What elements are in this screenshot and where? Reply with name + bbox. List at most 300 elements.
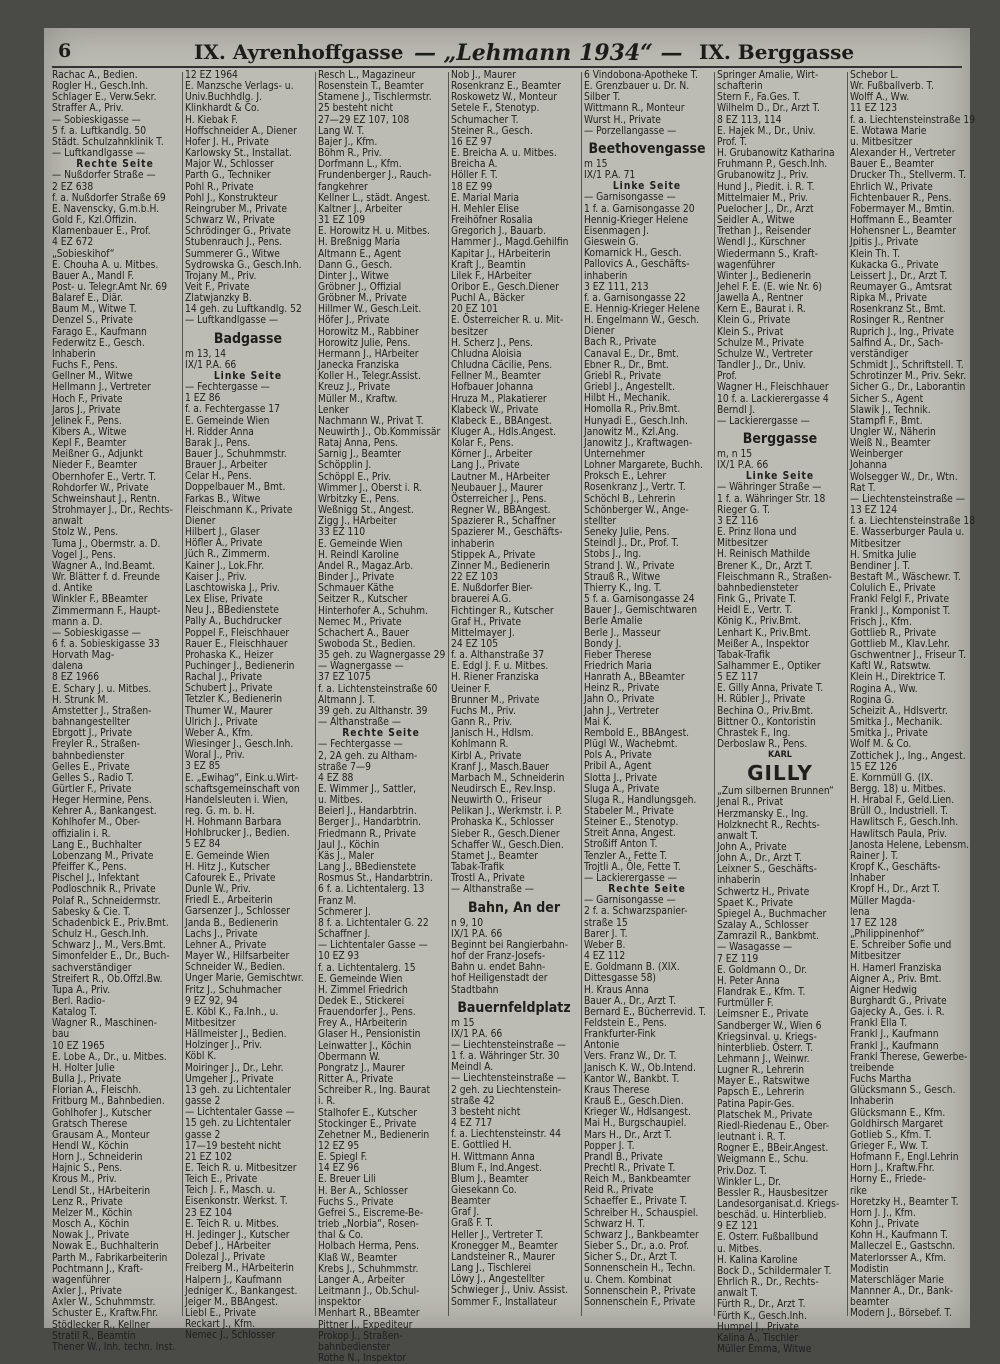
directory-entry: Lehmann J., Weinwr. bbox=[717, 1053, 810, 1065]
directory-entry: bahnangestellter bbox=[52, 717, 131, 729]
directory-entry: Heger Hermine, Pens. bbox=[52, 795, 152, 807]
directory-entry: Blum J., Beamter bbox=[451, 1173, 529, 1185]
directory-entry: E. Manzsche Verlags- u. bbox=[185, 81, 294, 93]
directory-entry: 1 f. a. Währinger Str. 30 bbox=[451, 1051, 560, 1063]
directory-entry: hof der Franz-Josefs- bbox=[451, 951, 546, 963]
directory-entry: Riedl-Riedenau E., Ober- bbox=[717, 1120, 830, 1132]
directory-entry: — Garnisongasse — bbox=[584, 895, 676, 907]
column-3 bbox=[318, 70, 446, 1364]
directory-entry: Kainer J., Lok.Fhr. bbox=[185, 560, 265, 572]
left-street-title: IX. Ayrenhoffgasse bbox=[194, 40, 404, 64]
directory-entry: E. Breicha A. u. Mitbes. bbox=[451, 148, 557, 160]
directory-entry: E. Teich R. u. Mitbes. bbox=[185, 1218, 280, 1230]
directory-entry: Frisch J., Kfm. bbox=[850, 616, 912, 628]
column-rule bbox=[315, 72, 316, 1316]
directory-entry: Zamrazil R., Bankbmt. bbox=[717, 931, 820, 943]
directory-entry: 4 EZ 88 bbox=[318, 772, 354, 784]
directory-entry: Hunyadi E., Gesch.Inh. bbox=[584, 415, 688, 427]
directory-entry: Kreuz J., Private bbox=[318, 382, 391, 394]
directory-entry: Trojany M., Priv. bbox=[185, 270, 257, 282]
directory-entry: Weber B. bbox=[584, 939, 626, 951]
directory-entry: n 9, 10 bbox=[451, 917, 484, 929]
directory-entry: anwalt bbox=[52, 516, 83, 528]
directory-entry: Slawik J., Technik. bbox=[850, 404, 931, 416]
directory-entry: Schwarz J., M., Vers.Bmt. bbox=[52, 940, 166, 952]
directory-entry: Schachert A., Bauer bbox=[318, 627, 409, 639]
directory-entry: bahnbedienster bbox=[52, 750, 125, 762]
directory-entry: 3 EZ 85 bbox=[185, 761, 221, 773]
directory-entry: Schmidt J., Schriftstell. T. bbox=[850, 360, 964, 372]
directory-entry: Kaftl W., Ratswtw. bbox=[850, 661, 931, 673]
directory-entry: Mittelmayer J. bbox=[451, 627, 515, 639]
directory-entry: H. Wittmann Anna bbox=[451, 1151, 535, 1163]
directory-entry: Smitka J., Private bbox=[850, 728, 928, 740]
street-heading: Bahn, An der bbox=[467, 899, 561, 916]
directory-entry: Nob J., Maurer bbox=[451, 70, 516, 81]
directory-entry: H. Strunk M. bbox=[52, 694, 109, 706]
directory-entry: Kaiser J., Priv. bbox=[185, 571, 247, 583]
directory-entry: Fürth R., Dr., Arzt T. bbox=[717, 1299, 806, 1311]
directory-entry: Mars H., Dr., Arzt T. bbox=[584, 1129, 672, 1141]
directory-entry: H. Kiebak F. bbox=[185, 114, 238, 126]
directory-entry: 12 EZ 95 bbox=[318, 1141, 360, 1152]
directory-entry: Fuchs F., Pens. bbox=[52, 360, 118, 372]
directory-entry: Berger J., Handarbtrin. bbox=[318, 817, 422, 829]
directory-entry: 10 f. a. Lackierergasse 4 bbox=[717, 393, 829, 405]
directory-entry: dalena bbox=[52, 661, 84, 673]
directory-entry: H. Hrabal F., Geld.Lien. bbox=[850, 795, 955, 807]
directory-entry: Beginnt bei Rangierbahn- bbox=[451, 939, 569, 951]
directory-entry: Gohlhofer J., Kutscher bbox=[52, 1107, 152, 1119]
directory-entry: 27—29 EZ 107, 108 bbox=[318, 114, 410, 126]
directory-entry: Schadenbick E., Priv.Bmt. bbox=[52, 917, 169, 929]
directory-entry: Gotlieb S., Kfm. T. bbox=[850, 1129, 932, 1141]
directory-entry: Friedrich Maria bbox=[584, 660, 652, 672]
directory-entry: Prokop J., Straßen- bbox=[318, 1330, 403, 1342]
directory-entry: u. Chem. Kombinat bbox=[584, 1274, 672, 1286]
directory-entry: H. Kraus Anna bbox=[584, 984, 649, 996]
directory-entry: Köbl K. bbox=[185, 1051, 217, 1063]
directory-entry: Müller M., Kraftw. bbox=[318, 393, 398, 405]
directory-entry: Ungler W., Näherin bbox=[850, 427, 936, 438]
directory-entry: 21 EZ 102 bbox=[185, 1151, 233, 1163]
directory-entry: 3 besteht nicht bbox=[451, 1106, 521, 1118]
directory-entry: Zigg J., HArbeiter bbox=[318, 516, 397, 528]
directory-entry: 7 EZ 119 bbox=[717, 953, 759, 965]
directory-entry: Stalhofer E., Kutscher bbox=[318, 1107, 417, 1119]
directory-entry: Pally A., Buchdrucker bbox=[185, 616, 282, 628]
right-street-title: IX. Berggasse bbox=[699, 40, 855, 64]
directory-entry: 15 EZ 126 bbox=[850, 761, 898, 773]
directory-entry: Mittelmaier M., Priv. bbox=[717, 192, 809, 204]
directory-entry: Gottlieb R., Private bbox=[850, 627, 937, 639]
directory-entry: Blum F., Ind.Angest. bbox=[451, 1162, 542, 1174]
directory-entry: schaftsgemeinschaft von bbox=[185, 783, 300, 795]
directory-entry: Kolar F., Pens. bbox=[451, 438, 514, 450]
directory-entry: Dorfmann L., Kfm. bbox=[318, 159, 402, 171]
directory-entry: Seidler A., Witwe bbox=[717, 215, 795, 227]
directory-entry: — Lackierergasse — bbox=[584, 872, 677, 884]
directory-entry: Wolsegger W., Dr., Wtn. bbox=[850, 471, 958, 483]
directory-entry: Janecka Franziska bbox=[318, 360, 400, 372]
directory-entry: Rosenkranz J., Vertr. T. bbox=[584, 482, 686, 494]
directory-entry: 17 EZ 128 bbox=[850, 917, 898, 929]
directory-entry: Horny E., Friede- bbox=[850, 1174, 927, 1186]
directory-entry: Lenhart K., Priv.Bmt. bbox=[717, 627, 811, 639]
column-6 bbox=[717, 70, 845, 1356]
directory-entry: Scheizit A., Hdlsvertr. bbox=[850, 705, 948, 717]
directory-entry: Krous M., Priv. bbox=[52, 1174, 117, 1186]
directory-entry: Böhm R., Priv. bbox=[318, 148, 382, 160]
directory-entry: Spaet K., Private bbox=[717, 897, 794, 909]
directory-entry: Priv.Doz. T. bbox=[717, 1165, 767, 1177]
directory-entry: 4 EZ 672 bbox=[52, 237, 94, 249]
directory-entry: 33 EZ 110 bbox=[318, 527, 366, 539]
directory-entry: Hawlitsch F., Gesch.Inh. bbox=[850, 817, 959, 829]
directory-entry: Lex Elise, Private bbox=[185, 594, 263, 606]
directory-entry: Griebl R., Private bbox=[584, 370, 661, 382]
directory-entry: Handelsleuten i. Wien, bbox=[185, 794, 289, 806]
directory-entry: Sonnenschein H., Techn. bbox=[584, 1263, 696, 1275]
directory-entry: Amstetter J., Straßen- bbox=[52, 705, 152, 717]
directory-entry: Dunle W., Priv. bbox=[185, 884, 251, 896]
directory-entry: Klein G., Private bbox=[717, 315, 791, 327]
directory-entry: Schumacher T. bbox=[451, 114, 519, 126]
directory-entry: Bahn u. endet Bahn- bbox=[451, 962, 546, 974]
directory-entry: Bestaft M., Wäschewr. T. bbox=[850, 572, 961, 584]
directory-entry: Janisch K. W., Ob.Intend. bbox=[584, 1062, 696, 1074]
directory-entry: Horn J., Schneiderin bbox=[52, 1152, 143, 1164]
directory-entry: Humpel J., Private bbox=[717, 1321, 799, 1333]
directory-entry: Bach R., Private bbox=[584, 337, 657, 349]
directory-entry: Stabeler M., Private bbox=[584, 806, 674, 817]
street-heading: Badgasse bbox=[213, 330, 283, 347]
directory-entry: lena bbox=[850, 906, 870, 918]
directory-entry: Klein H., Direktrice T. bbox=[850, 672, 946, 684]
directory-entry: Ehrlich W., Private bbox=[850, 181, 933, 193]
directory-entry: Johanna bbox=[850, 460, 887, 472]
directory-entry: IX/1 P.A. 66 bbox=[451, 1028, 503, 1040]
directory-entry: 2 geh. zu Liechtenstein- bbox=[451, 1084, 562, 1096]
directory-entry: Krebs J., Schuhmmstr. bbox=[318, 1263, 419, 1275]
directory-entry: Vers. Franz W., Dr. T. bbox=[584, 1051, 677, 1063]
directory-entry: Körner J., Arbeiter bbox=[451, 449, 533, 461]
directory-entry: Wittmann R., Monteur bbox=[584, 103, 685, 115]
directory-entry: reg. G. m. b. H. bbox=[185, 806, 255, 817]
directory-entry: Tandler J., Dr., Univ. bbox=[717, 360, 806, 372]
directory-entry: Inhaber bbox=[850, 873, 886, 885]
directory-entry: — Althanstraße — bbox=[318, 717, 401, 729]
directory-entry: H. Scherz J., Pens. bbox=[451, 337, 534, 349]
directory-entry: Obernhofer E., Vertr. T. bbox=[52, 471, 156, 483]
directory-entry: 14 geh. zu Luftkandlg. 52 bbox=[185, 304, 302, 316]
directory-entry: wagenführer bbox=[717, 259, 776, 271]
directory-entry: Schwertz H., Private bbox=[717, 886, 810, 898]
column-4 bbox=[451, 70, 579, 1320]
directory-entry: Schrödinger G., Private bbox=[185, 226, 291, 238]
directory-entry: Käs J., Maler bbox=[318, 850, 375, 862]
directory-entry: Bauer A., Mandl F. bbox=[52, 270, 135, 282]
directory-entry: inhaberin bbox=[584, 270, 628, 282]
directory-entry: Pelikan J., Werkmstr. i. P. bbox=[451, 806, 563, 818]
directory-entry: Hofer J. H., Private bbox=[185, 136, 269, 148]
directory-entry: Wagner H., Fleischhauer bbox=[717, 382, 829, 394]
directory-entry: H. Hamerl Franziska bbox=[850, 962, 942, 974]
directory-entry: 20 EZ 101 bbox=[451, 304, 499, 316]
directory-entry: Berndl J. bbox=[717, 404, 756, 416]
street-heading: Berggasse bbox=[742, 431, 818, 447]
directory-entry: Winkler F., BBeamter bbox=[52, 594, 148, 606]
directory-entry: Reckart J., Kfm. bbox=[185, 1319, 256, 1331]
directory-entry: — Lichtentaler Gasse — bbox=[185, 1107, 295, 1119]
directory-entry: Kaltner J., Arbeiter bbox=[318, 203, 403, 215]
directory-entry: 5 EZ 84 bbox=[185, 839, 221, 851]
directory-entry: Spazierer R., Schaffner bbox=[451, 516, 556, 528]
directory-entry: Frankl Ella T. bbox=[850, 1018, 908, 1030]
directory-entry: Binder J., Private bbox=[318, 572, 395, 584]
directory-entry: Thener W., Inh. techn. Inst. bbox=[52, 1341, 176, 1353]
directory-entry: u. Mitbesitzer bbox=[850, 136, 913, 148]
directory-entry: Freyler R., Straßen- bbox=[52, 739, 141, 751]
directory-entry: Gajecky A., Ges. i. R. bbox=[850, 1007, 945, 1019]
directory-entry: Steiner E., Stenotyp. bbox=[584, 817, 679, 829]
directory-entry: Sarnig J., Beamter bbox=[318, 449, 402, 461]
directory-entry: E. Nußdorfer Bier- bbox=[451, 583, 533, 595]
directory-entry: Nowak J., Private bbox=[52, 1230, 130, 1242]
directory-entry: E. Hajek M., Dr., Univ. bbox=[717, 125, 816, 137]
directory-entry: Proksch E., Lehrer bbox=[584, 471, 667, 483]
directory-entry: Schaeffer E., Private T. bbox=[584, 1196, 688, 1208]
directory-entry: inhaberin bbox=[451, 538, 495, 550]
directory-entry: Zottichek J., Ing., Angest. bbox=[850, 750, 966, 762]
directory-entry: Rosenkranz St., Bmt. bbox=[850, 304, 946, 316]
directory-entry: Leinwatter J., Köchin bbox=[318, 1040, 412, 1052]
directory-entry: beamter bbox=[850, 1297, 890, 1309]
directory-entry: Rosmus St., Handarbtrin. bbox=[318, 873, 433, 885]
directory-entry: Janowitz J., Kraftwagen- bbox=[584, 437, 693, 449]
directory-entry: H. Jedinger J., Kutscher bbox=[185, 1229, 290, 1241]
directory-entry: Gratsch Therese bbox=[52, 1118, 128, 1130]
directory-entry: Frankl Felgl F., Private bbox=[850, 594, 949, 606]
directory-entry: Sluga R., Handlungsgeh. bbox=[584, 794, 697, 806]
directory-entry: Cafourek E., Private bbox=[185, 872, 276, 884]
directory-entry: Rothe N., Inspektor bbox=[318, 1352, 407, 1364]
directory-entry: Univ.Buchhdlg. J. bbox=[185, 92, 262, 104]
directory-entry: 10 EZ 1965 bbox=[52, 1040, 105, 1052]
directory-entry: Pochtmann J., Kraft- bbox=[52, 1263, 144, 1275]
directory-entry: m 13, 14 bbox=[185, 348, 226, 360]
directory-entry: Podloschnik R., Private bbox=[52, 884, 156, 896]
directory-entry: 2 f. a. Schwarzspanier- bbox=[584, 906, 688, 918]
directory-entry: Spazierer M., Geschäfts- bbox=[451, 527, 563, 539]
directory-entry: Österreicher J., Pens. bbox=[451, 493, 547, 505]
directory-entry: Puchl A., Bäcker bbox=[451, 293, 525, 305]
directory-entry: thal & Co. bbox=[318, 1230, 364, 1242]
directory-entry: E. Wotawa Marie bbox=[850, 125, 927, 137]
directory-entry: Kriegsinval. u. Kriegs- bbox=[717, 1031, 817, 1043]
directory-entry: Freihöfner Rosalia bbox=[451, 215, 533, 227]
directory-entry: H. Hohmann Barbara bbox=[185, 817, 282, 829]
directory-entry: Sydrowska G., Gesch.Inh. bbox=[185, 259, 302, 271]
directory-entry: Horowitz Julie, Pens. bbox=[318, 337, 411, 349]
directory-entry: Holzinger J., Priv. bbox=[185, 1040, 262, 1052]
directory-entry: Hoffschneider A., Diener bbox=[185, 125, 297, 137]
directory-entry: Sicher G., Dr., Laborantin bbox=[850, 382, 966, 394]
directory-entry: Aigner Hedwig bbox=[850, 984, 917, 996]
directory-entry: E. Gemeinde Wien bbox=[185, 850, 270, 862]
directory-entry: Frankfurter-Fink bbox=[584, 1029, 656, 1041]
directory-entry: „Zum silbernen Brunnen“ bbox=[717, 786, 834, 798]
directory-entry: Federwitz E., Gesch. bbox=[52, 337, 145, 349]
directory-entry: Major W., Schlosser bbox=[185, 159, 274, 171]
directory-entry: Weßnigg St., Angest. bbox=[318, 505, 414, 517]
directory-entry: 9 EZ 121 bbox=[717, 1221, 759, 1233]
directory-entry: Homolla R., Priv.Bmt. bbox=[584, 404, 681, 416]
directory-entry: Stockinger E., Private bbox=[318, 1118, 417, 1130]
directory-entry: Kropf H., Dr., Arzt T. bbox=[850, 884, 940, 896]
directory-entry: H. Grubanowitz Katharina bbox=[717, 148, 835, 160]
directory-entry: Bauer A., Dr., Arzt T. bbox=[584, 995, 677, 1007]
directory-entry: Hennig-Krieger Helene bbox=[584, 214, 689, 226]
directory-entry: Bechina O., Priv.Bmt. bbox=[717, 705, 814, 717]
directory-entry: Rosinger R., Rentner bbox=[850, 315, 944, 327]
directory-entry: Straffer A., Priv. bbox=[52, 103, 124, 115]
directory-entry: Polaf R., Schneidermstr. bbox=[52, 895, 161, 907]
directory-entry: Bergg. 18) u. Mitbes. bbox=[850, 784, 946, 795]
directory-entry: f. a. Fechtergasse 17 bbox=[185, 404, 280, 416]
directory-entry: Modistin bbox=[850, 1263, 889, 1275]
directory-entry: Halpern J., Kaufmann bbox=[185, 1274, 282, 1286]
directory-entry: Hofbauer Johanna bbox=[451, 382, 534, 394]
directory-entry: Meißer A., Inspektor bbox=[717, 638, 810, 650]
directory-entry: Schöppl E., Priv. bbox=[318, 471, 392, 483]
directory-entry: Hawlitsch Paula, Priv. bbox=[850, 828, 947, 840]
directory-entry: Fichtinger R., Kutscher bbox=[451, 605, 554, 617]
directory-entry: Gelles E., Private bbox=[52, 761, 130, 773]
directory-entry: Fieber Therese bbox=[584, 649, 652, 661]
directory-entry: Weinberger bbox=[850, 449, 903, 461]
directory-entry: Lobenzang M., Private bbox=[52, 850, 154, 862]
directory-entry: beschäd. u. Hinterblieb. bbox=[717, 1210, 827, 1222]
directory-entry: Berle Amalie bbox=[584, 616, 643, 628]
directory-entry: Meißner G., Adjunkt bbox=[52, 449, 143, 461]
column-rule bbox=[182, 72, 183, 1316]
directory-entry: IX/1 P.A. 66 bbox=[717, 460, 769, 472]
directory-entry: Wr. Fußballverb. T. bbox=[850, 81, 934, 93]
directory-entry: Stamene J., Tischlermstr. bbox=[318, 92, 432, 104]
directory-entry: IX/1 P.A. 66 bbox=[185, 359, 237, 371]
directory-entry: Mosch A., Köchin bbox=[52, 1219, 130, 1231]
directory-entry: Höfler A., Private bbox=[185, 538, 263, 550]
directory-entry: Diener bbox=[185, 515, 216, 527]
directory-entry: fangkehrer bbox=[318, 181, 368, 193]
directory-entry: Popper J. T. bbox=[584, 1140, 635, 1152]
directory-entry: Kropf K., Geschäfts- bbox=[850, 862, 941, 874]
directory-entry: KARL bbox=[768, 750, 792, 761]
directory-entry: E. Kornmüll G. (IX. bbox=[850, 772, 934, 784]
directory-entry: Gregorich J., Bauarb. bbox=[451, 226, 547, 238]
directory-entry: E. Gottlied H. bbox=[451, 1140, 512, 1152]
directory-entry: 11 EZ 123 bbox=[850, 103, 898, 115]
directory-entry: Prof. bbox=[717, 371, 737, 383]
directory-entry: Wurst H., Private bbox=[584, 114, 661, 126]
directory-entry: mann a. D. bbox=[52, 616, 103, 628]
directory-entry: Winkler L., Dr. bbox=[717, 1176, 781, 1188]
directory-entry: — Währinger Straße — bbox=[717, 482, 822, 494]
directory-entry: Trostl A., Private bbox=[451, 873, 525, 885]
directory-entry: — Nußdorfer Straße — bbox=[52, 170, 156, 182]
directory-entry: Farkas B., Witwe bbox=[185, 493, 261, 505]
directory-entry: 23 EZ 104 bbox=[185, 1207, 233, 1219]
directory-entry: Frey A., HArbeiterin bbox=[318, 1018, 408, 1030]
directory-entry: Fink G., Private T. bbox=[717, 594, 797, 606]
directory-entry: Pfeiffer K., Pens. bbox=[52, 862, 127, 874]
directory-entry: Linke Seite bbox=[745, 471, 815, 483]
directory-entry: f. a. Liechtensteinstraße 19 bbox=[850, 114, 976, 126]
directory-entry: Griebl J., Angestellt. bbox=[584, 382, 675, 394]
directory-entry: Stödlecker R., Kellner bbox=[52, 1319, 150, 1331]
directory-entry: 5 f. a. Luftkandlg. 50 bbox=[52, 125, 147, 137]
directory-entry: 6 f. a. Lichtentalerg. 13 bbox=[318, 884, 425, 896]
directory-entry: Nachmann W., Privat T. bbox=[318, 415, 424, 427]
directory-entry: Slotta J., Private bbox=[584, 772, 658, 784]
directory-entry: Aigner A., Priv. Bmt. bbox=[850, 973, 942, 985]
directory-entry: Kohn H., Kaufmann T. bbox=[850, 1230, 948, 1242]
column-1 bbox=[52, 70, 180, 1353]
directory-entry: 12 EZ 1964 bbox=[185, 70, 238, 81]
directory-entry: Post- u. Telegr.Amt Nr. 69 bbox=[52, 281, 168, 293]
directory-entry: Antonie bbox=[584, 1040, 620, 1052]
directory-entry: Pallovics A., Geschäfts- bbox=[584, 259, 690, 271]
directory-entry: u. Mitbes. bbox=[717, 1243, 762, 1255]
directory-entry: Landsteiner R., Maurer bbox=[451, 1251, 556, 1263]
directory-entry: Gröbner M., Private bbox=[318, 293, 407, 305]
directory-entry: Rainer J. T. bbox=[850, 850, 899, 862]
directory-entry: Rachac A., Bedien. bbox=[52, 70, 138, 81]
directory-entry: Rogler H., Gesch.Inh. bbox=[52, 81, 149, 93]
directory-entry: Schwieger J., Univ. Assist. bbox=[451, 1285, 569, 1297]
directory-entry: Sonnenschein F., Private bbox=[584, 1296, 696, 1308]
directory-entry: m 15 bbox=[451, 1017, 475, 1029]
directory-entry: Winter J., Bedienerin bbox=[717, 270, 812, 282]
directory-entry: Fleischmann K., Private bbox=[185, 504, 293, 516]
column-rule bbox=[581, 72, 582, 1316]
directory-entry: treibende bbox=[850, 1062, 895, 1074]
directory-entry: Komarnick H., Gesch. bbox=[584, 248, 682, 260]
directory-entry: Fürth K., Gesch.Inh. bbox=[717, 1310, 807, 1322]
directory-entry: 13 geh. zu Lichtentaler bbox=[185, 1084, 291, 1096]
directory-entry: Frauendorfer J., Pens. bbox=[318, 1007, 416, 1019]
directory-entry: Tupa A., Priv. bbox=[52, 984, 111, 996]
directory-entry: Jaros J., Private bbox=[52, 404, 121, 416]
directory-entry: 35 geh. zu Wagnergasse 29 bbox=[318, 650, 446, 662]
directory-entry: — Fechtergasse — bbox=[185, 382, 270, 394]
directory-entry: Marbach M., Schneiderin bbox=[451, 772, 565, 784]
directory-entry: 25 besteht nicht bbox=[318, 103, 394, 115]
directory-entry: E. Gemeinde Wien bbox=[318, 973, 403, 985]
directory-entry: 13 EZ 124 bbox=[850, 505, 898, 517]
directory-entry: Frankl J., Kaufmann bbox=[850, 1029, 939, 1041]
directory-entry: H. Zimmel Friedrich bbox=[318, 984, 408, 996]
directory-entry: Horvath Mag- bbox=[52, 650, 115, 662]
directory-entry: Gürtler F., Private bbox=[52, 784, 132, 795]
directory-entry: Berl. Radio- bbox=[52, 995, 106, 1007]
directory-entry: 8 EZ 113, 114 bbox=[717, 114, 782, 126]
directory-entry: Ebner R., Dr., Bmt. bbox=[584, 359, 669, 371]
directory-entry: Hällmeister J., Bedien. bbox=[185, 1029, 287, 1041]
directory-entry: Regner W., BBAngest. bbox=[451, 505, 551, 517]
directory-entry: 24 EZ 105 bbox=[451, 638, 499, 650]
